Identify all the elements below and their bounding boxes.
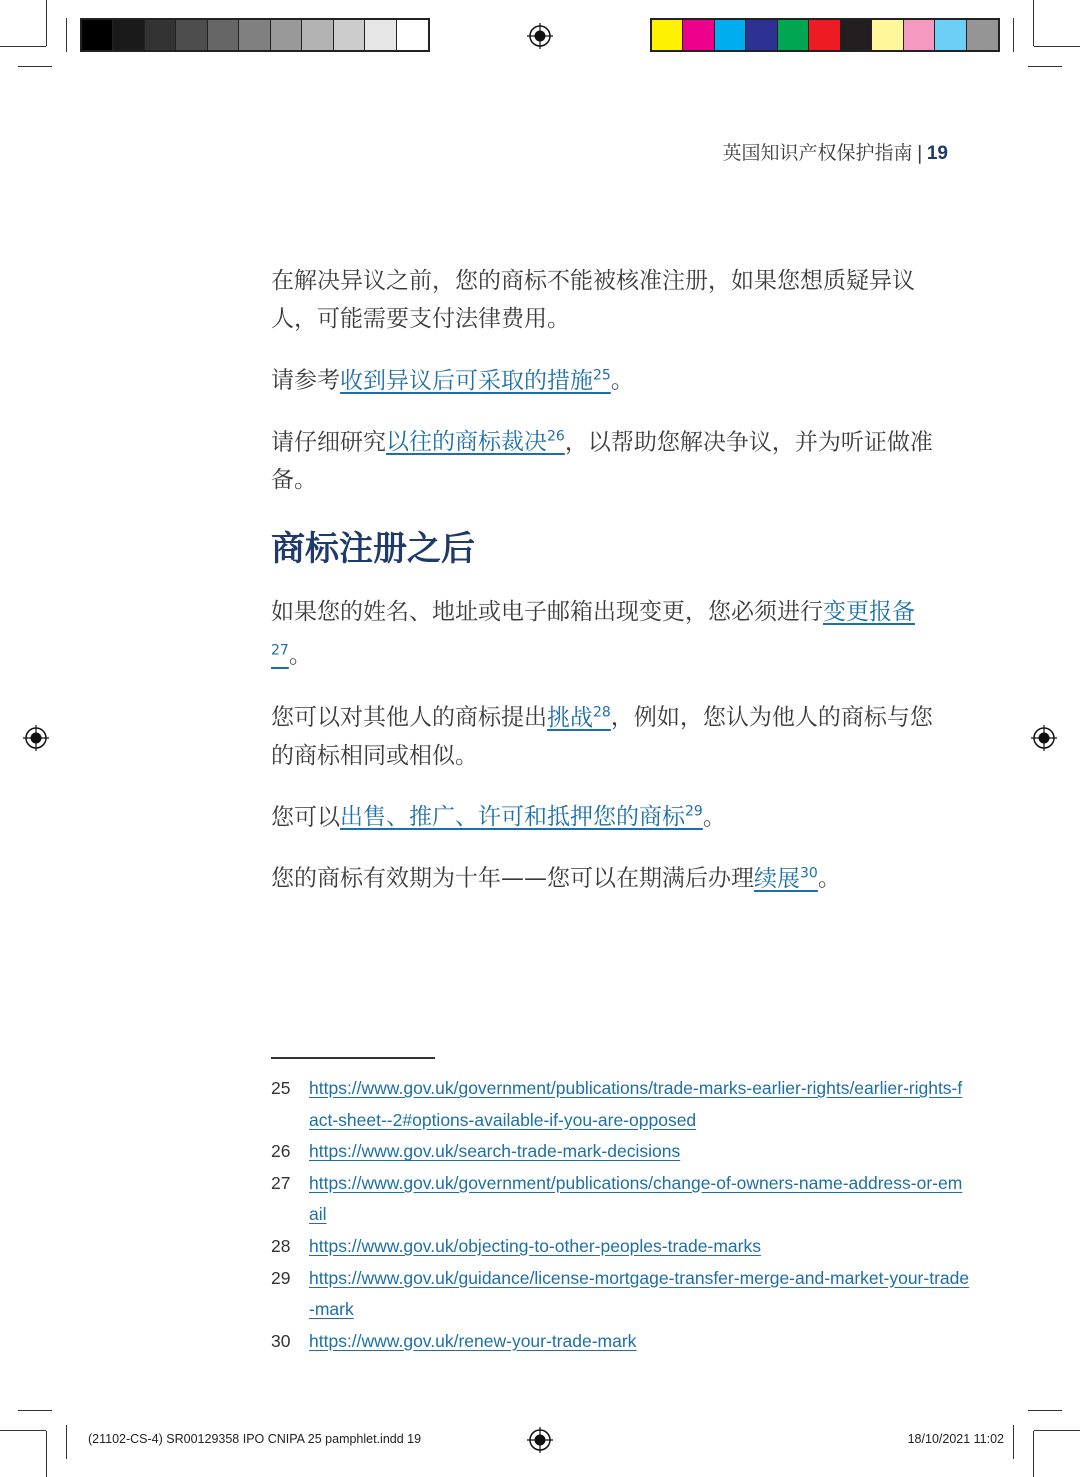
paragraph-license: 您可以出售、推广、许可和抵押您的商标$^{29}$。 [271, 803, 726, 831]
color-swatch [715, 20, 746, 50]
paragraph-challenge: 您可以对其他人的商标提出挑战$^{28}$，例如，您认为他人的商标与您的商标相同或相似。 [271, 703, 933, 769]
crop-mark [46, 0, 47, 46]
paragraph-change-details: 如果您的姓名、地址或电子邮箱出现变更，您必须进行变更报备$^{27}$。 [271, 599, 915, 669]
footnote-divider [271, 1057, 435, 1059]
color-swatch [239, 20, 270, 50]
document-title: 英国知识产权保护指南 [722, 142, 913, 164]
footnote-item [271, 1326, 971, 1358]
footnote-link[interactable]: https://www.gov.uk/renew-your-trade-mark [309, 1330, 637, 1351]
registration-mark-icon [1031, 725, 1057, 751]
color-swatch [176, 20, 207, 50]
footnote-number: 28 [271, 1235, 291, 1256]
options-if-opposed-link[interactable]: 收到异议后可采取的措施$^{25}$ [340, 367, 611, 394]
footnote-number: 29 [271, 1267, 291, 1288]
crop-mark [1013, 18, 1014, 52]
crop-mark [0, 46, 46, 47]
crop-mark [46, 1431, 47, 1477]
color-swatch [778, 20, 809, 50]
crop-mark [1034, 46, 1080, 47]
paragraph-opposition-fees: 在解决异议之前，您的商标不能被核准注册，如果您想质疑异议人，可能需要支付法律费用。 [271, 268, 915, 332]
crop-mark [1034, 1430, 1080, 1431]
crop-mark [1028, 66, 1062, 67]
trade-mark-decisions-link[interactable]: 以往的商标裁决$^{26}$ [386, 428, 565, 456]
footnote-number: 26 [271, 1141, 291, 1162]
crop-mark [1028, 1410, 1062, 1411]
challenge-link[interactable]: 挑战$^{28}$ [547, 703, 611, 731]
color-swatch [683, 20, 714, 50]
footnote-item [271, 1073, 971, 1136]
color-swatch [271, 20, 302, 50]
footnote-link[interactable]: https://www.gov.uk/guidance/license-mortgage-transfer-merge-and-market-your-trade-mark [309, 1267, 970, 1320]
section-heading: 商标注册之后 [271, 529, 475, 570]
footnote-item [271, 1136, 971, 1168]
footnote-number: 30 [271, 1330, 291, 1351]
color-swatch [302, 20, 333, 50]
crop-mark [1033, 0, 1034, 46]
color-swatch [935, 20, 966, 50]
color-swatch [652, 20, 683, 50]
crop-mark [66, 1425, 67, 1459]
registration-mark-icon [23, 725, 49, 751]
header-separator: | [916, 142, 923, 164]
footnote-number: 27 [271, 1172, 291, 1193]
color-swatch [967, 20, 998, 50]
page-number: 19 [926, 143, 948, 164]
color-swatch [841, 20, 872, 50]
color-swatch [397, 20, 428, 50]
footnote-item [271, 1231, 971, 1263]
footnotes [271, 1073, 971, 1357]
main-content [271, 262, 951, 916]
crop-mark [1013, 1425, 1014, 1459]
footnote-link[interactable]: https://www.gov.uk/search-trade-mark-decisions [309, 1141, 681, 1162]
paragraph-renewal: 您的商标有效期为十年——您可以在期满后办理续展$^{30}$。 [271, 865, 841, 892]
color-swatch [208, 20, 239, 50]
footnote-link[interactable]: https://www.gov.uk/government/publications/change-of-owners-name-address-or-email [309, 1172, 963, 1225]
footnote-number: 25 [271, 1078, 291, 1098]
paragraph-decisions-link: 请仔细研究以往的商标裁决$^{26}$，以帮助您解决争议，并为听证做准备。 [271, 428, 933, 494]
color-swatch [872, 20, 903, 50]
process-color-bar [650, 18, 1000, 52]
footnote-item [271, 1168, 971, 1231]
crop-mark [0, 1430, 46, 1431]
color-swatch [334, 20, 365, 50]
renewal-link[interactable]: 续展$^{30}$ [754, 865, 818, 892]
registration-mark-icon [527, 23, 553, 49]
change-details-link[interactable]: 变更报备$^{27}$ [271, 599, 915, 659]
color-swatch [82, 20, 113, 50]
crop-mark [66, 18, 67, 52]
crop-mark [18, 1410, 52, 1411]
footnote-link[interactable]: https://www.gov.uk/government/publications/trade-marks-earlier-rights/earlier-rights-fact-sheet--2#options-available-if-you-are-opposed [309, 1078, 963, 1130]
paragraph-options-link: 请参考收到异议后可采取的措施$^{25}$。 [271, 367, 634, 394]
footnote-link[interactable]: https://www.gov.uk/objecting-to-other-peoples-trade-marks [309, 1235, 761, 1256]
license-mortgage-link[interactable]: 出售、推广、许可和抵押您的商标$^{29}$ [340, 803, 703, 831]
color-swatch [365, 20, 396, 50]
registration-mark-icon [527, 1427, 553, 1453]
grayscale-color-bar [80, 18, 430, 52]
crop-mark [18, 66, 52, 67]
color-swatch [746, 20, 777, 50]
print-slug-filename: (21102-CS-4) SR00129358 IPO CNIPA 25 pamphlet.indd 19 [88, 1432, 422, 1446]
running-header [722, 138, 948, 165]
color-swatch [145, 20, 176, 50]
color-swatch [113, 20, 144, 50]
color-swatch [809, 20, 840, 50]
crop-mark [1033, 1431, 1034, 1477]
footnote-item [271, 1263, 971, 1326]
color-swatch [904, 20, 935, 50]
print-slug-timestamp: 18/10/2021 11:02 [907, 1432, 1004, 1446]
